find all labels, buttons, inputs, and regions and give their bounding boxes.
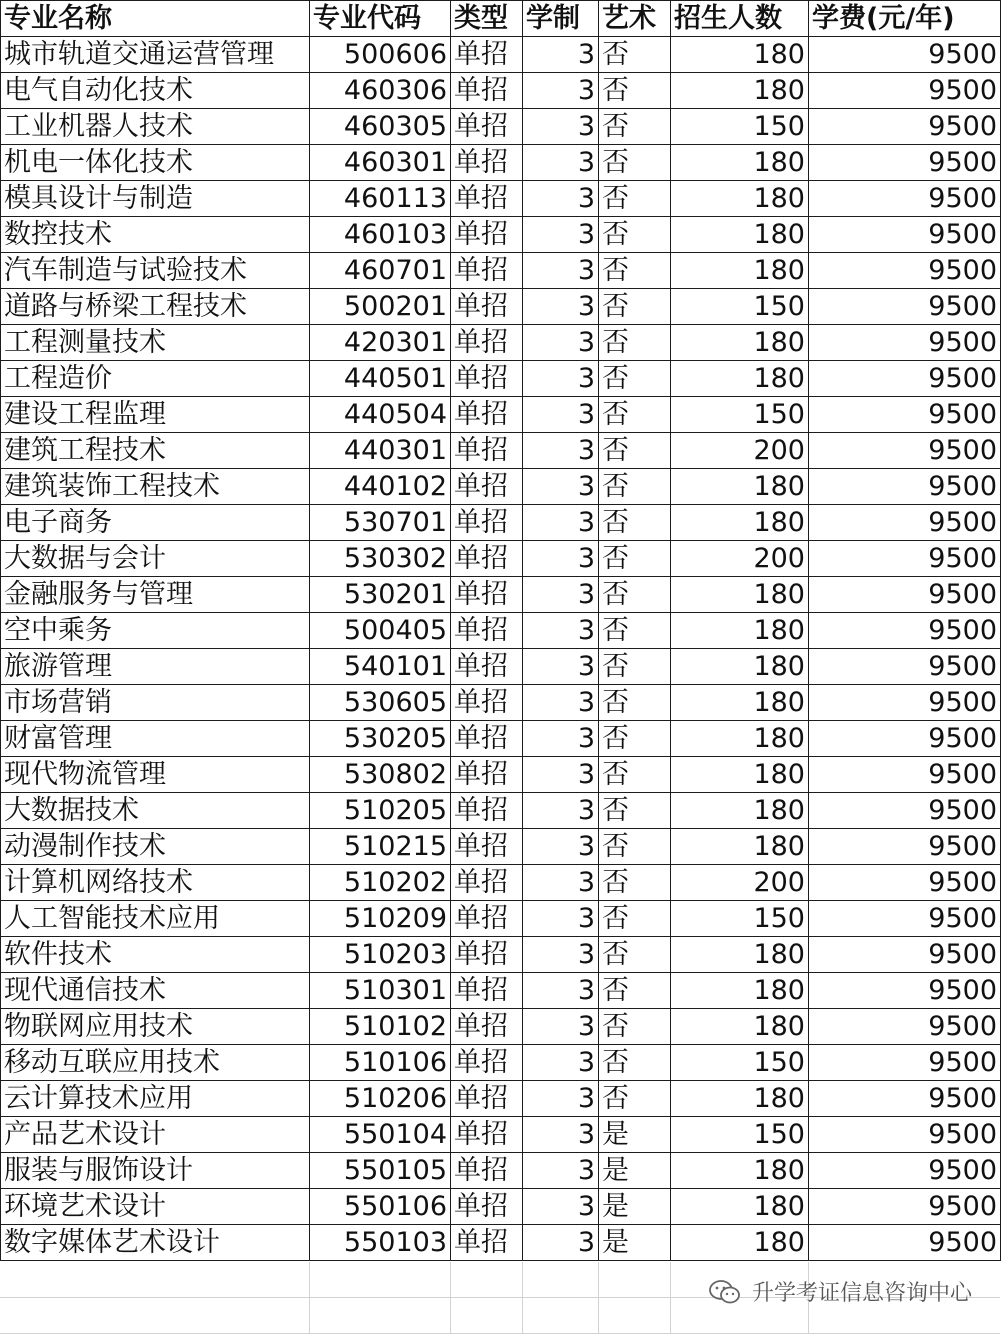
table-cell[interactable]: 530605 [310, 685, 451, 721]
table-cell[interactable]: 3 [523, 37, 599, 73]
header-row [1, 1, 1001, 37]
table-cell[interactable]: 单招 [451, 217, 523, 253]
table-cell[interactable]: 9500 [809, 469, 1001, 505]
table-cell[interactable]: 否 [599, 73, 671, 109]
table-cell[interactable]: 3 [523, 109, 599, 145]
table-cell[interactable]: 单招 [451, 1081, 523, 1117]
table-cell[interactable]: 大数据与会计 [1, 541, 310, 577]
table-cell[interactable]: 460301 [310, 145, 451, 181]
table-cell[interactable]: 否 [599, 973, 671, 1009]
table-cell[interactable]: 180 [671, 1153, 809, 1189]
table-cell[interactable]: 9500 [809, 73, 1001, 109]
table-cell[interactable]: 9500 [809, 1081, 1001, 1117]
table-cell[interactable]: 单招 [451, 361, 523, 397]
table-cell[interactable]: 单招 [451, 181, 523, 217]
table-row [1, 253, 1001, 289]
header-cell[interactable]: 学制 [523, 1, 599, 37]
table-row [1, 217, 1001, 253]
table-cell[interactable]: 9500 [809, 1045, 1001, 1081]
table-cell[interactable]: 9500 [809, 361, 1001, 397]
table-cell[interactable]: 9500 [809, 829, 1001, 865]
table-cell[interactable]: 否 [599, 757, 671, 793]
table-cell[interactable]: 180 [671, 721, 809, 757]
table-cell[interactable]: 150 [671, 1045, 809, 1081]
table-cell[interactable]: 180 [671, 937, 809, 973]
table-cell[interactable]: 旅游管理 [1, 649, 310, 685]
table-cell[interactable]: 460306 [310, 73, 451, 109]
table-cell[interactable]: 9500 [809, 901, 1001, 937]
table-cell[interactable]: 否 [599, 721, 671, 757]
table-cell[interactable]: 空中乘务 [1, 613, 310, 649]
table-cell[interactable]: 3 [523, 253, 599, 289]
table-cell[interactable]: 单招 [451, 649, 523, 685]
table-cell[interactable]: 建筑装饰工程技术 [1, 469, 310, 505]
table-cell[interactable]: 否 [599, 397, 671, 433]
table-row [1, 181, 1001, 217]
table-cell[interactable]: 3 [523, 901, 599, 937]
table-cell[interactable]: 否 [599, 685, 671, 721]
table-cell[interactable]: 单招 [451, 109, 523, 145]
table-cell[interactable]: 3 [523, 829, 599, 865]
table-cell[interactable]: 软件技术 [1, 937, 310, 973]
table-cell[interactable]: 180 [671, 829, 809, 865]
table-cell[interactable]: 180 [671, 325, 809, 361]
table-cell[interactable]: 城市轨道交通运营管理 [1, 37, 310, 73]
table-cell[interactable]: 否 [599, 469, 671, 505]
table-body [1, 37, 1001, 1261]
table-cell[interactable]: 3 [523, 1045, 599, 1081]
table-cell[interactable]: 550103 [310, 1225, 451, 1261]
table-cell[interactable]: 单招 [451, 289, 523, 325]
header-cell[interactable]: 艺术 [599, 1, 671, 37]
table-cell[interactable]: 9500 [809, 253, 1001, 289]
table-cell[interactable]: 3 [523, 505, 599, 541]
table-cell[interactable]: 否 [599, 325, 671, 361]
table-row [1, 1117, 1001, 1153]
table-cell[interactable]: 9500 [809, 937, 1001, 973]
table-cell[interactable]: 物联网应用技术 [1, 1009, 310, 1045]
table-cell[interactable]: 9500 [809, 1009, 1001, 1045]
table-cell[interactable]: 9500 [809, 181, 1001, 217]
table-row [1, 325, 1001, 361]
table-cell[interactable]: 3 [523, 217, 599, 253]
table-row [1, 361, 1001, 397]
table-cell[interactable]: 单招 [451, 1045, 523, 1081]
table-cell[interactable]: 9500 [809, 1225, 1001, 1261]
table-cell[interactable]: 道路与桥梁工程技术 [1, 289, 310, 325]
table-cell[interactable]: 540101 [310, 649, 451, 685]
table-cell[interactable]: 否 [599, 577, 671, 613]
table-cell[interactable]: 200 [671, 433, 809, 469]
table-cell[interactable]: 440504 [310, 397, 451, 433]
table-cell[interactable]: 单招 [451, 829, 523, 865]
table-cell[interactable]: 否 [599, 793, 671, 829]
table-cell[interactable]: 180 [671, 1081, 809, 1117]
table-cell[interactable]: 530302 [310, 541, 451, 577]
table-cell[interactable]: 现代物流管理 [1, 757, 310, 793]
table-cell[interactable]: 否 [599, 505, 671, 541]
table-cell[interactable]: 产品艺术设计 [1, 1117, 310, 1153]
table-cell[interactable]: 180 [671, 577, 809, 613]
table-cell[interactable]: 3 [523, 541, 599, 577]
table-cell[interactable]: 9500 [809, 289, 1001, 325]
table-cell[interactable]: 150 [671, 289, 809, 325]
table-cell[interactable]: 180 [671, 253, 809, 289]
table-cell[interactable]: 460103 [310, 217, 451, 253]
table-cell[interactable]: 电子商务 [1, 505, 310, 541]
table-row [1, 469, 1001, 505]
table-cell[interactable]: 530701 [310, 505, 451, 541]
table-cell[interactable]: 550106 [310, 1189, 451, 1225]
table-row [1, 1081, 1001, 1117]
table-row [1, 541, 1001, 577]
table-cell[interactable]: 510209 [310, 901, 451, 937]
table-cell[interactable]: 大数据技术 [1, 793, 310, 829]
table-cell[interactable]: 420301 [310, 325, 451, 361]
table-cell[interactable]: 单招 [451, 541, 523, 577]
table-cell[interactable]: 否 [599, 829, 671, 865]
table-cell[interactable]: 510206 [310, 1081, 451, 1117]
table-cell[interactable]: 150 [671, 1117, 809, 1153]
table-cell[interactable]: 单招 [451, 1009, 523, 1045]
table-cell[interactable]: 3 [523, 145, 599, 181]
table-cell[interactable]: 510202 [310, 865, 451, 901]
table-cell[interactable]: 9500 [809, 397, 1001, 433]
table-row [1, 505, 1001, 541]
table-cell[interactable]: 否 [599, 181, 671, 217]
table-row [1, 433, 1001, 469]
table-row [1, 973, 1001, 1009]
header-cell[interactable]: 类型 [451, 1, 523, 37]
table-cell[interactable]: 否 [599, 613, 671, 649]
table-cell[interactable]: 530201 [310, 577, 451, 613]
table-row [1, 1009, 1001, 1045]
table-row [1, 829, 1001, 865]
table-cell[interactable]: 530802 [310, 757, 451, 793]
table-cell[interactable]: 否 [599, 937, 671, 973]
table-row [1, 1045, 1001, 1081]
table-cell[interactable]: 510106 [310, 1045, 451, 1081]
table-cell[interactable]: 550105 [310, 1153, 451, 1189]
table-cell[interactable]: 是 [599, 1225, 671, 1261]
table-cell[interactable]: 440301 [310, 433, 451, 469]
table-cell[interactable]: 180 [671, 613, 809, 649]
table-cell[interactable]: 计算机网络技术 [1, 865, 310, 901]
table-cell[interactable]: 单招 [451, 685, 523, 721]
table-cell[interactable]: 180 [671, 649, 809, 685]
table-cell[interactable]: 3 [523, 649, 599, 685]
table-cell[interactable]: 510102 [310, 1009, 451, 1045]
table-cell[interactable]: 单招 [451, 397, 523, 433]
wechat-icon [708, 1279, 742, 1305]
table-cell[interactable]: 3 [523, 1117, 599, 1153]
table-cell[interactable]: 否 [599, 145, 671, 181]
table-cell[interactable]: 3 [523, 865, 599, 901]
table-row [1, 289, 1001, 325]
table-row [1, 865, 1001, 901]
table-cell[interactable]: 否 [599, 649, 671, 685]
table-cell[interactable]: 9500 [809, 505, 1001, 541]
table-cell[interactable]: 180 [671, 469, 809, 505]
table-cell[interactable]: 服装与服饰设计 [1, 1153, 310, 1189]
table-cell[interactable]: 3 [523, 289, 599, 325]
table-cell[interactable]: 单招 [451, 505, 523, 541]
table-cell[interactable]: 3 [523, 721, 599, 757]
table-cell[interactable]: 金融服务与管理 [1, 577, 310, 613]
table-cell[interactable]: 3 [523, 973, 599, 1009]
table-cell[interactable]: 否 [599, 361, 671, 397]
table-cell[interactable]: 180 [671, 145, 809, 181]
table-cell[interactable]: 180 [671, 217, 809, 253]
table-cell[interactable]: 工程测量技术 [1, 325, 310, 361]
table-cell[interactable]: 否 [599, 217, 671, 253]
table-cell[interactable]: 180 [671, 73, 809, 109]
table-cell[interactable]: 建设工程监理 [1, 397, 310, 433]
table-cell[interactable]: 9500 [809, 1117, 1001, 1153]
table-cell[interactable]: 单招 [451, 37, 523, 73]
table-cell[interactable]: 3 [523, 793, 599, 829]
table-cell[interactable]: 电气自动化技术 [1, 73, 310, 109]
table-cell[interactable]: 否 [599, 1045, 671, 1081]
table-cell[interactable]: 180 [671, 973, 809, 1009]
table-cell[interactable]: 180 [671, 1225, 809, 1261]
header-cell[interactable]: 专业代码 [310, 1, 451, 37]
table-cell[interactable]: 现代通信技术 [1, 973, 310, 1009]
table-cell[interactable]: 人工智能技术应用 [1, 901, 310, 937]
table-row [1, 649, 1001, 685]
table-cell[interactable]: 单招 [451, 433, 523, 469]
table-cell[interactable]: 是 [599, 1153, 671, 1189]
table-cell[interactable]: 单招 [451, 1153, 523, 1189]
table-cell[interactable]: 否 [599, 1009, 671, 1045]
table-cell[interactable]: 500606 [310, 37, 451, 73]
table-cell[interactable]: 510205 [310, 793, 451, 829]
table-cell[interactable]: 单招 [451, 937, 523, 973]
table-cell[interactable]: 单招 [451, 73, 523, 109]
table-cell[interactable]: 模具设计与制造 [1, 181, 310, 217]
table-row [1, 1225, 1001, 1261]
table-row [1, 685, 1001, 721]
table-cell[interactable]: 单招 [451, 721, 523, 757]
table-cell[interactable]: 180 [671, 685, 809, 721]
table-cell[interactable]: 180 [671, 1189, 809, 1225]
table-cell[interactable]: 3 [523, 1153, 599, 1189]
table-cell[interactable]: 单招 [451, 793, 523, 829]
table-cell[interactable]: 单招 [451, 469, 523, 505]
table-row [1, 901, 1001, 937]
table-cell[interactable]: 否 [599, 865, 671, 901]
table-cell[interactable]: 是 [599, 1117, 671, 1153]
table-cell[interactable]: 180 [671, 37, 809, 73]
table-row [1, 109, 1001, 145]
table-row [1, 937, 1001, 973]
table-cell[interactable]: 9500 [809, 613, 1001, 649]
table-row [1, 793, 1001, 829]
table-cell[interactable]: 单招 [451, 253, 523, 289]
table-cell[interactable]: 9500 [809, 541, 1001, 577]
table-cell[interactable]: 数控技术 [1, 217, 310, 253]
table-cell[interactable]: 单招 [451, 757, 523, 793]
table-cell[interactable]: 9500 [809, 1153, 1001, 1189]
table-cell[interactable]: 工业机器人技术 [1, 109, 310, 145]
table-cell[interactable]: 3 [523, 73, 599, 109]
table-cell[interactable]: 500201 [310, 289, 451, 325]
table-cell[interactable]: 500405 [310, 613, 451, 649]
table-row [1, 37, 1001, 73]
table-cell[interactable]: 单招 [451, 1117, 523, 1153]
watermark [708, 1276, 972, 1307]
table-row [1, 721, 1001, 757]
table-cell[interactable]: 9500 [809, 721, 1001, 757]
table-cell[interactable]: 3 [523, 937, 599, 973]
table-cell[interactable]: 机电一体化技术 [1, 145, 310, 181]
table-cell[interactable]: 180 [671, 757, 809, 793]
table-cell[interactable]: 3 [523, 1189, 599, 1225]
table-cell[interactable]: 3 [523, 685, 599, 721]
table-cell[interactable]: 9500 [809, 757, 1001, 793]
table-row [1, 145, 1001, 181]
table-cell[interactable]: 150 [671, 397, 809, 433]
table-cell[interactable]: 9500 [809, 217, 1001, 253]
table-cell[interactable]: 9500 [809, 865, 1001, 901]
table-cell[interactable]: 移动互联应用技术 [1, 1045, 310, 1081]
table-cell[interactable]: 9500 [809, 109, 1001, 145]
table-cell[interactable]: 460113 [310, 181, 451, 217]
table-cell[interactable]: 单招 [451, 325, 523, 361]
table-cell[interactable]: 3 [523, 1081, 599, 1117]
table-cell[interactable]: 否 [599, 289, 671, 325]
table-row [1, 397, 1001, 433]
header-cell[interactable]: 学费(元/年) [809, 1, 1001, 37]
table-cell[interactable]: 180 [671, 793, 809, 829]
table-cell[interactable]: 单招 [451, 613, 523, 649]
table-cell[interactable]: 3 [523, 361, 599, 397]
table-cell[interactable]: 440102 [310, 469, 451, 505]
table-cell[interactable]: 180 [671, 505, 809, 541]
table-cell[interactable]: 环境艺术设计 [1, 1189, 310, 1225]
table-cell[interactable]: 3 [523, 577, 599, 613]
table-cell[interactable]: 3 [523, 757, 599, 793]
table-cell[interactable]: 否 [599, 109, 671, 145]
table-cell[interactable]: 150 [671, 109, 809, 145]
table-cell[interactable]: 否 [599, 433, 671, 469]
table-cell[interactable]: 9500 [809, 649, 1001, 685]
table-cell[interactable]: 200 [671, 541, 809, 577]
table-cell[interactable]: 单招 [451, 1225, 523, 1261]
table-cell[interactable]: 9500 [809, 973, 1001, 1009]
table-cell[interactable]: 180 [671, 181, 809, 217]
table-cell[interactable]: 财富管理 [1, 721, 310, 757]
table-cell[interactable]: 9500 [809, 433, 1001, 469]
table-cell[interactable]: 是 [599, 1189, 671, 1225]
table-cell[interactable]: 9500 [809, 145, 1001, 181]
table-cell[interactable]: 建筑工程技术 [1, 433, 310, 469]
table-row [1, 757, 1001, 793]
table-cell[interactable]: 单招 [451, 865, 523, 901]
header-cell[interactable]: 招生人数 [671, 1, 809, 37]
table-cell[interactable]: 550104 [310, 1117, 451, 1153]
table-row [1, 1153, 1001, 1189]
table-cell[interactable]: 9500 [809, 685, 1001, 721]
table-row [1, 577, 1001, 613]
table-cell[interactable]: 150 [671, 901, 809, 937]
table-cell[interactable]: 3 [523, 433, 599, 469]
table-cell[interactable]: 460305 [310, 109, 451, 145]
table-cell[interactable]: 200 [671, 865, 809, 901]
table-cell[interactable]: 9500 [809, 1189, 1001, 1225]
table-cell[interactable]: 否 [599, 253, 671, 289]
table-cell[interactable]: 动漫制作技术 [1, 829, 310, 865]
table-row [1, 73, 1001, 109]
table-cell[interactable]: 否 [599, 1081, 671, 1117]
table-cell[interactable]: 3 [523, 1225, 599, 1261]
table-cell[interactable]: 单招 [451, 973, 523, 1009]
table-cell[interactable]: 否 [599, 541, 671, 577]
table-cell[interactable]: 180 [671, 1009, 809, 1045]
table-cell[interactable]: 460701 [310, 253, 451, 289]
table-cell[interactable]: 440501 [310, 361, 451, 397]
table-cell[interactable]: 9500 [809, 793, 1001, 829]
table-cell[interactable]: 云计算技术应用 [1, 1081, 310, 1117]
table-row [1, 613, 1001, 649]
table-cell[interactable]: 510203 [310, 937, 451, 973]
table-cell[interactable]: 单招 [451, 145, 523, 181]
table-cell[interactable]: 9500 [809, 37, 1001, 73]
table-cell[interactable]: 180 [671, 361, 809, 397]
table-cell[interactable]: 3 [523, 1009, 599, 1045]
table-cell[interactable]: 3 [523, 181, 599, 217]
table-cell[interactable]: 单招 [451, 577, 523, 613]
table-cell[interactable]: 530205 [310, 721, 451, 757]
table-cell[interactable]: 单招 [451, 901, 523, 937]
table-cell[interactable]: 数字媒体艺术设计 [1, 1225, 310, 1261]
table-cell[interactable]: 否 [599, 37, 671, 73]
table-cell[interactable]: 否 [599, 901, 671, 937]
table-cell[interactable]: 工程造价 [1, 361, 310, 397]
watermark-text: 升学考证信息咨询中心 [751, 1281, 972, 1306]
table-cell[interactable]: 3 [523, 613, 599, 649]
table-cell[interactable]: 3 [523, 397, 599, 433]
table-cell[interactable]: 市场营销 [1, 685, 310, 721]
table-cell[interactable]: 单招 [451, 1189, 523, 1225]
table-cell[interactable]: 汽车制造与试验技术 [1, 253, 310, 289]
table-cell[interactable]: 3 [523, 325, 599, 361]
table-cell[interactable]: 9500 [809, 325, 1001, 361]
table-cell[interactable]: 9500 [809, 577, 1001, 613]
table-cell[interactable]: 510301 [310, 973, 451, 1009]
header-cell[interactable]: 专业名称 [1, 1, 310, 37]
table-cell[interactable]: 510215 [310, 829, 451, 865]
table-row [1, 1189, 1001, 1225]
table-cell[interactable]: 3 [523, 469, 599, 505]
